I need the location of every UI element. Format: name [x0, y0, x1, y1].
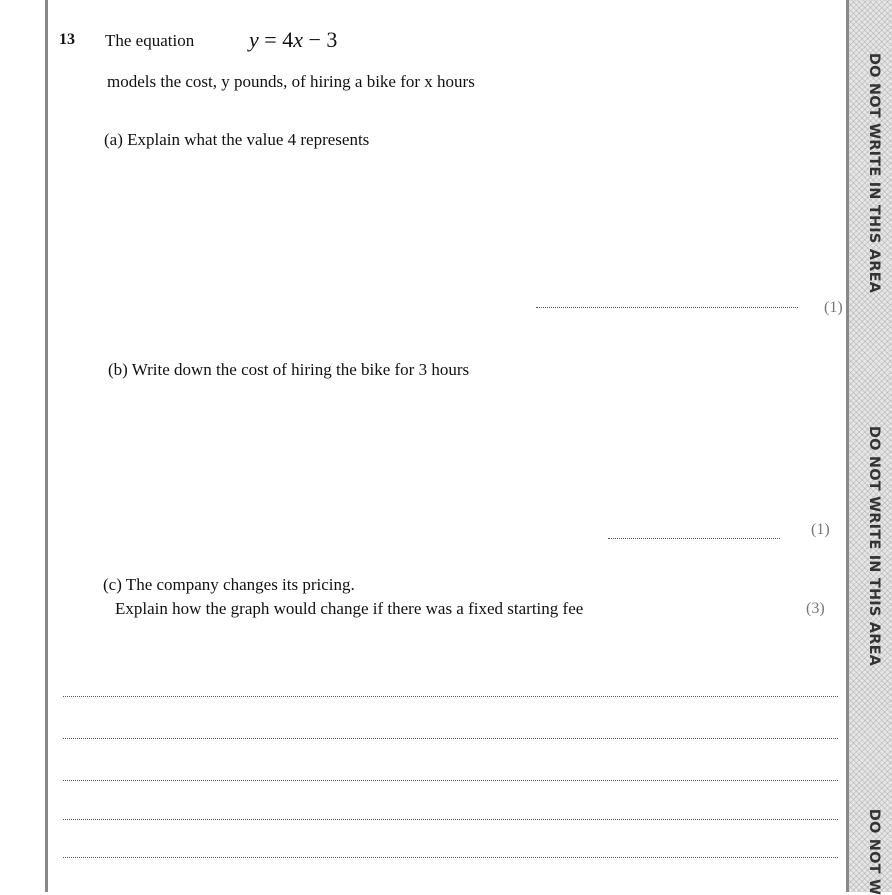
equation-coefficient: 4 [282, 27, 294, 52]
equation-lhs: y [249, 27, 259, 52]
equation-intro: The equation [105, 31, 195, 50]
part-b-answer-line[interactable] [608, 538, 780, 539]
part-b-marks: (1) [811, 521, 830, 538]
part-c-answer-line[interactable] [63, 819, 838, 820]
equation-minus: − [308, 27, 321, 52]
equation [249, 27, 337, 53]
part-c-prompt-line1: (c) The company changes its pricing. [103, 575, 355, 594]
margin-warning-1: DO NOT WRITE IN THIS AREA [866, 52, 882, 294]
part-c-answer-line[interactable] [63, 857, 838, 858]
part-c-answer-line[interactable] [63, 696, 838, 697]
equation-variable: x [293, 27, 303, 52]
part-c-answer-line[interactable] [63, 738, 838, 739]
part-a-answer-line[interactable] [536, 307, 798, 308]
question-number: 13 [59, 31, 75, 48]
part-a-prompt: (a) Explain what the value 4 represents [104, 130, 370, 149]
part-c-answer-line[interactable] [63, 780, 838, 781]
margin-warning-3: DO NOT W [866, 808, 882, 895]
part-b-prompt: (b) Write down the cost of hiring the bike for 3 hours [108, 360, 470, 379]
equation-equals: = [264, 27, 277, 52]
part-a-marks: (1) [824, 299, 843, 316]
margin-warning-2: DO NOT WRITE IN THIS AREA [866, 425, 882, 667]
page-border-left [45, 0, 48, 892]
question-description: models the cost, y pounds, of hiring a bike for x hours [107, 72, 475, 91]
part-c-prompt-line2: Explain how the graph would change if there was a fixed starting fee [115, 599, 584, 618]
equation-constant: 3 [326, 27, 338, 52]
part-c-marks: (3) [806, 600, 825, 617]
